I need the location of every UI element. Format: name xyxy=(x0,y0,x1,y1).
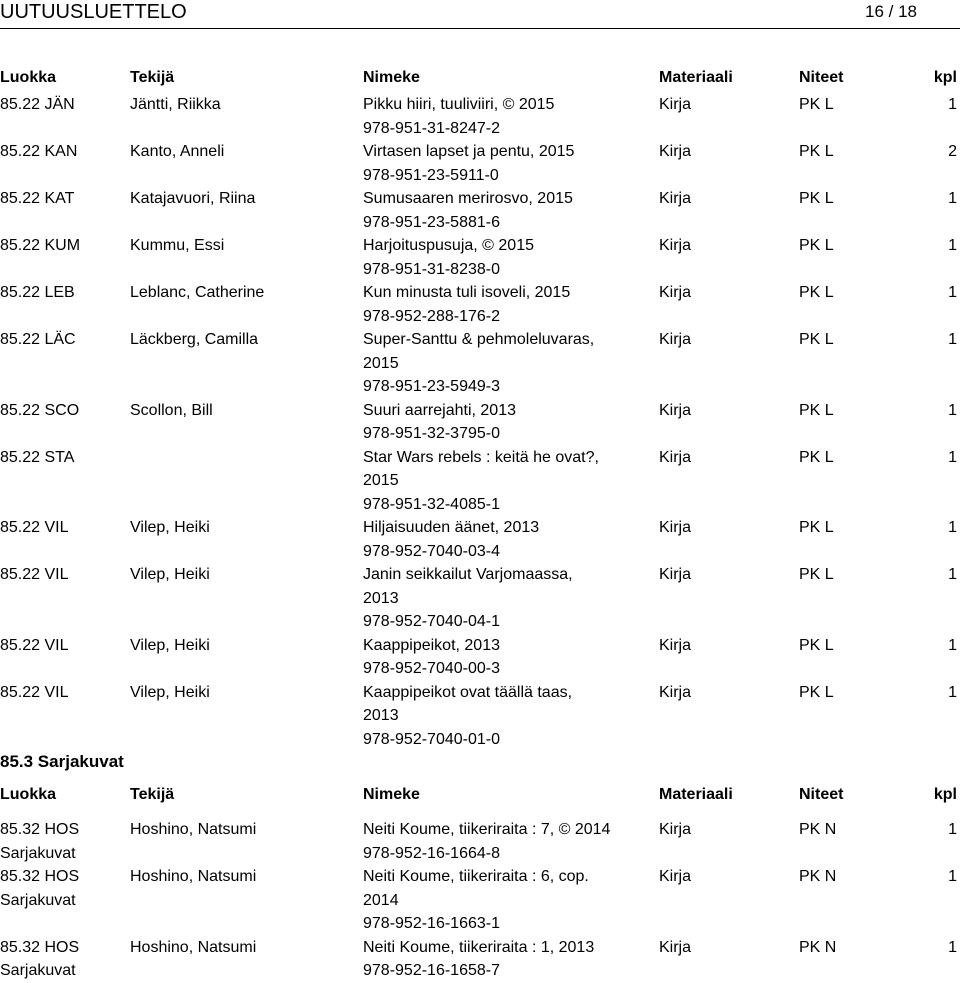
col-luokka: Luokka xyxy=(0,69,57,86)
tekija-cell: Jäntti, Riikka xyxy=(130,96,221,113)
nimeke-line: 978-951-23-5911-0 xyxy=(363,166,499,184)
page-number: 16 / 18 xyxy=(865,2,917,21)
section2-list xyxy=(0,818,960,983)
nimeke-line: 978-951-23-5949-3 xyxy=(363,378,500,395)
materiaali-cell: Kirja xyxy=(659,868,692,885)
tekija-cell: Hoshino, Natsumi xyxy=(130,821,257,838)
luokka-cell: 85.22 LEB xyxy=(0,284,75,301)
luokka-cell: 85.22 STA xyxy=(0,448,75,466)
col-tekija: Tekijä xyxy=(130,69,175,86)
tekija-cell: Vilep, Heiki xyxy=(130,636,210,654)
niteet-cell: PK L xyxy=(799,237,834,254)
niteet-cell: PK N xyxy=(799,821,837,838)
tekija-cell: Kummu, Essi xyxy=(130,237,225,254)
niteet-cell: PK L xyxy=(799,636,834,654)
kpl-cell: 1 xyxy=(948,938,957,956)
materiaali-cell: Kirja xyxy=(659,284,692,301)
nimeke-line: 978-952-16-1664-8 xyxy=(363,844,500,862)
tekija-cell: Scollon, Bill xyxy=(130,401,213,419)
tekija-cell: Vilep, Heiki xyxy=(130,519,210,536)
luokka-cell: Sarjakuvat xyxy=(0,844,76,862)
materiaali-cell: Kirja xyxy=(659,190,692,207)
luokka-cell: Sarjakuvat xyxy=(0,891,76,909)
col-tekija: Tekijä xyxy=(130,786,175,803)
luokka-cell: 85.22 KAT xyxy=(0,190,75,207)
materiaali-cell: Kirja xyxy=(659,401,692,419)
nimeke-line: 978-951-32-4085-1 xyxy=(363,495,500,513)
niteet-cell: PK L xyxy=(799,683,834,701)
catalog-title: UUTUUSLUETTELO xyxy=(0,1,187,23)
luokka-cell: 85.22 VIL xyxy=(0,566,69,583)
header-rule xyxy=(0,28,960,29)
tekija-cell: Leblanc, Catherine xyxy=(130,284,265,301)
kpl-cell: 1 xyxy=(948,331,957,348)
nimeke-line: Super-Santtu & pehmoleluvaras, xyxy=(363,331,595,348)
niteet-cell: PK L xyxy=(799,96,834,113)
materiaali-cell: Kirja xyxy=(659,636,692,654)
niteet-cell: PK N xyxy=(799,868,837,885)
kpl-cell: 1 xyxy=(948,284,957,301)
kpl-cell: 1 xyxy=(948,868,957,885)
col-materiaali: Materiaali xyxy=(659,69,733,86)
col-kpl: kpl xyxy=(933,786,957,803)
kpl-cell: 1 xyxy=(948,821,957,838)
catalog-row xyxy=(0,865,960,936)
nimeke-line: Janin seikkailut Varjomaassa, xyxy=(363,566,573,583)
kpl-cell: 1 xyxy=(948,519,957,536)
luokka-cell: 85.22 JÄN xyxy=(0,96,75,113)
niteet-cell: PK N xyxy=(799,938,837,956)
nimeke-line: Pikku hiiri, tuuliviiri, © 2015 xyxy=(363,96,555,113)
tekija-cell: Vilep, Heiki xyxy=(130,683,210,701)
catalog-row xyxy=(0,234,960,281)
materiaali-cell: Kirja xyxy=(659,448,692,466)
kpl-cell: 1 xyxy=(948,683,957,701)
nimeke-line: Kun minusta tuli isoveli, 2015 xyxy=(363,284,571,301)
nimeke-line: 978-952-7040-00-3 xyxy=(363,660,500,677)
luokka-cell: 85.22 LÄC xyxy=(0,331,76,348)
col-nimeke: Nimeke xyxy=(363,786,420,803)
nimeke-line: 978-951-23-5881-6 xyxy=(363,213,500,231)
tekija-cell: Hoshino, Natsumi xyxy=(130,938,257,956)
materiaali-cell: Kirja xyxy=(659,566,692,583)
materiaali-cell: Kirja xyxy=(659,821,692,838)
kpl-cell: 1 xyxy=(948,566,957,583)
luokka-cell: 85.22 KAN xyxy=(0,143,78,160)
column-header-section2 xyxy=(0,783,960,807)
nimeke-line: 978-952-7040-03-4 xyxy=(363,542,500,560)
catalog-row xyxy=(0,936,960,983)
niteet-cell: PK L xyxy=(799,331,834,348)
nimeke-line: 978-951-32-3795-0 xyxy=(363,425,500,442)
nimeke-line: 978-952-16-1658-7 xyxy=(363,962,500,979)
tekija-cell: Kanto, Anneli xyxy=(130,143,225,160)
luokka-cell: 85.22 KUM xyxy=(0,237,81,254)
nimeke-line: Neiti Koume, tiikeriraita : 7, © 2014 xyxy=(363,821,611,838)
materiaali-cell: Kirja xyxy=(659,96,692,113)
luokka-cell: 85.22 SCO xyxy=(0,401,80,419)
col-niteet: Niteet xyxy=(799,786,844,803)
nimeke-line: Kaappipeikot, 2013 xyxy=(363,636,500,654)
catalog-row xyxy=(0,328,960,399)
col-luokka: Luokka xyxy=(0,786,57,803)
luokka-cell: 85.32 HOS xyxy=(0,821,80,838)
catalog-row xyxy=(0,818,960,865)
catalog-row xyxy=(0,563,960,634)
luokka-cell: Sarjakuvat xyxy=(0,962,76,979)
nimeke-line: Sumusaaren merirosvo, 2015 xyxy=(363,190,573,207)
kpl-cell: 1 xyxy=(948,401,957,419)
nimeke-line: 978-952-7040-04-1 xyxy=(363,613,500,630)
catalog-row xyxy=(0,281,960,328)
materiaali-cell: Kirja xyxy=(659,331,692,348)
tekija-cell: Katajavuori, Riina xyxy=(130,190,256,207)
nimeke-line: Star Wars rebels : keitä he ovat?, xyxy=(363,448,599,466)
col-nimeke: Nimeke xyxy=(363,69,420,86)
niteet-cell: PK L xyxy=(799,566,834,583)
niteet-cell: PK L xyxy=(799,143,834,160)
nimeke-line: 978-951-31-8238-0 xyxy=(363,260,500,278)
catalog-row xyxy=(0,140,960,187)
nimeke-line: 978-952-288-176-2 xyxy=(363,307,500,325)
kpl-cell: 1 xyxy=(948,96,957,113)
kpl-cell: 1 xyxy=(948,448,957,466)
nimeke-line: 978-952-16-1663-1 xyxy=(363,915,500,932)
page-header xyxy=(0,0,960,24)
nimeke-line: 2013 xyxy=(363,707,399,724)
niteet-cell: PK L xyxy=(799,190,834,207)
section1-list xyxy=(0,93,960,751)
kpl-cell: 1 xyxy=(948,237,957,254)
tekija-cell: Läckberg, Camilla xyxy=(130,331,259,348)
nimeke-line: 2013 xyxy=(363,589,399,607)
nimeke-line: 978-951-31-8247-2 xyxy=(363,119,500,137)
col-niteet: Niteet xyxy=(799,69,844,86)
nimeke-line: Harjoituspusuja, © 2015 xyxy=(363,237,534,254)
nimeke-line: Kaappipeikot ovat täällä taas, xyxy=(363,683,573,701)
luokka-cell: 85.32 HOS xyxy=(0,938,80,956)
luokka-cell: 85.22 VIL xyxy=(0,683,69,701)
niteet-cell: PK L xyxy=(799,284,834,301)
nimeke-line: Neiti Koume, tiikeriraita : 6, cop. xyxy=(363,868,589,885)
catalog-row xyxy=(0,187,960,234)
nimeke-line: Virtasen lapset ja pentu, 2015 xyxy=(363,143,575,160)
materiaali-cell: Kirja xyxy=(659,143,692,160)
materiaali-cell: Kirja xyxy=(659,237,692,254)
niteet-cell: PK L xyxy=(799,519,834,536)
nimeke-line: 978-952-7040-01-0 xyxy=(363,730,500,748)
materiaali-cell: Kirja xyxy=(659,683,692,701)
kpl-cell: 1 xyxy=(948,636,957,654)
materiaali-cell: Kirja xyxy=(659,938,692,956)
section-title: 85.3 Sarjakuvat xyxy=(0,752,124,771)
kpl-cell: 2 xyxy=(948,143,957,160)
tekija-cell: Hoshino, Natsumi xyxy=(130,868,257,885)
nimeke-line: Suuri aarrejahti, 2013 xyxy=(363,401,516,419)
niteet-cell: PK L xyxy=(799,401,834,419)
materiaali-cell: Kirja xyxy=(659,519,692,536)
nimeke-line: 2014 xyxy=(363,891,399,909)
nimeke-line: 2015 xyxy=(363,472,399,489)
niteet-cell: PK L xyxy=(799,448,834,466)
luokka-cell: 85.22 VIL xyxy=(0,519,69,536)
catalog-row xyxy=(0,681,960,752)
catalog-row xyxy=(0,446,960,517)
catalog-row xyxy=(0,634,960,681)
nimeke-line: Neiti Koume, tiikeriraita : 1, 2013 xyxy=(363,938,595,956)
nimeke-line: Hiljaisuuden äänet, 2013 xyxy=(363,519,540,536)
luokka-cell: 85.22 VIL xyxy=(0,636,69,654)
tekija-cell: Vilep, Heiki xyxy=(130,566,210,583)
catalog-row xyxy=(0,516,960,563)
luokka-cell: 85.32 HOS xyxy=(0,868,80,885)
catalog-row xyxy=(0,399,960,446)
col-materiaali: Materiaali xyxy=(659,786,733,803)
nimeke-line: 2015 xyxy=(363,354,399,372)
column-header-section1 xyxy=(0,66,960,90)
catalog-row xyxy=(0,93,960,140)
kpl-cell: 1 xyxy=(948,190,957,207)
col-kpl: kpl xyxy=(933,69,957,86)
